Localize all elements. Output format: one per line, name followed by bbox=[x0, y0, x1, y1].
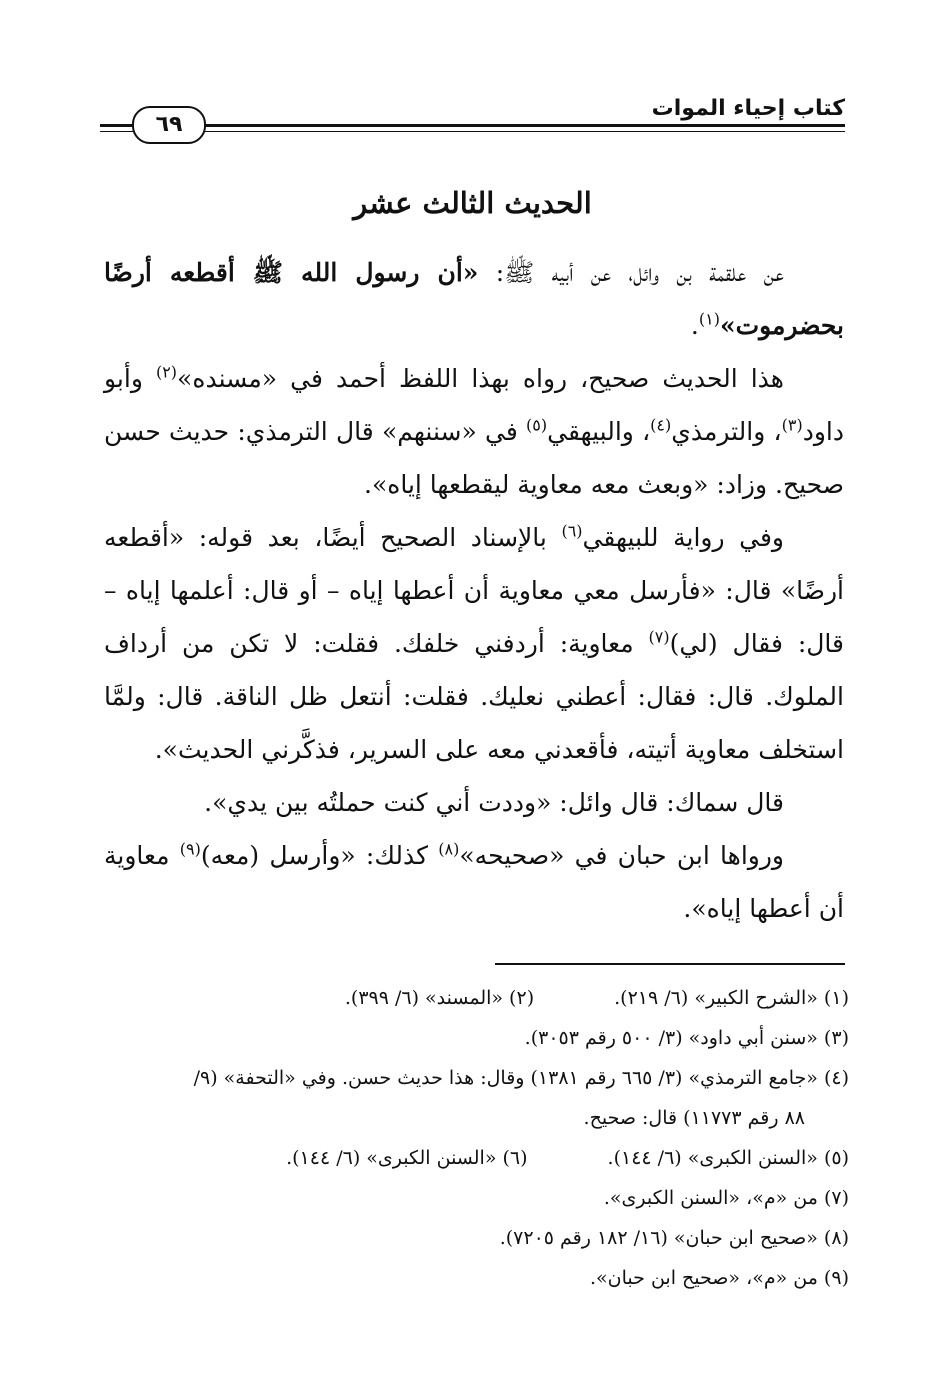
footnote-8: (٨) «صحيح ابن حبان» (١٦/ ١٨٢ رقم ٧٢٠٥). bbox=[499, 1227, 849, 1249]
footnote-4-continued: ٨٨ رقم ١١٧٧٣) قال: صحيح. bbox=[583, 1107, 805, 1129]
header-rule-thin bbox=[100, 131, 845, 132]
footnote-3: (٣) «سنن أبي داود» (٣/ ٥٠٠ رقم ٣٠٥٣). bbox=[524, 1027, 849, 1049]
header-rule-thick bbox=[100, 124, 845, 127]
footnote-5: (٥) «السنن الكبرى» (٦/ ١٤٤). bbox=[607, 1147, 849, 1169]
text-run: . bbox=[690, 311, 699, 340]
paragraph-1 bbox=[104, 246, 844, 352]
text-run: معاوية أن أعطها إياه». bbox=[104, 841, 844, 923]
paragraph-3 bbox=[104, 511, 844, 776]
page-number: ٦٩ bbox=[132, 106, 206, 144]
footnote-ref: (٥) bbox=[526, 415, 548, 435]
text-run: في «سننهم» قال الترمذي: حديث حسن صحيح. وزاد: «وبعث معه معاوية ليقطعها إياه». bbox=[104, 417, 844, 499]
text-run: وأبو داود bbox=[104, 364, 845, 446]
footnote-7: (٧) من «م»، «السنن الكبرى». bbox=[603, 1187, 849, 1209]
footnote-ref: (٦) bbox=[561, 521, 583, 541]
main-text bbox=[104, 246, 844, 935]
page-header bbox=[100, 92, 845, 152]
paragraph-4 bbox=[104, 776, 844, 829]
hadith-quote: «أن رسول الله ﷺ أقطعه أرضًا بحضرموت» bbox=[104, 258, 844, 340]
section-heading: الحديث الثالث عشر bbox=[353, 186, 592, 220]
footnote-2: (٢) «المسند» (٦/ ٣٩٩). bbox=[344, 987, 535, 1009]
footnote-ref: (٤) bbox=[650, 415, 672, 435]
text-run: وفي رواية للبيهقي bbox=[582, 523, 784, 552]
footnote-ref: (٧) bbox=[648, 627, 670, 647]
footnote-9: (٩) من «م»، «صحيح ابن حبان». bbox=[590, 1267, 849, 1289]
text-run: ورواها ابن حبان في «صحيحه» bbox=[459, 841, 784, 870]
text-run: قال سماك: قال وائل: «وددت أني كنت حملتُه بين يدي». bbox=[204, 788, 784, 817]
footnotes bbox=[104, 978, 849, 1298]
paragraph-5 bbox=[104, 829, 844, 935]
book-title: كتاب إحياء الموات bbox=[651, 96, 845, 121]
footnote-line bbox=[104, 1138, 849, 1178]
footnote-line bbox=[104, 978, 849, 1018]
footnote-divider bbox=[495, 963, 845, 965]
text-run: ، والبيهقي bbox=[547, 417, 651, 446]
text-run: عن علقمة بن وائل، عن أبيه ﷺ: bbox=[478, 258, 784, 287]
footnote-ref: (٣) bbox=[781, 415, 803, 435]
footnote-ref: (٩) bbox=[179, 839, 201, 859]
footnote-ref: (٢) bbox=[155, 362, 178, 382]
footnote-6: (٦) «السنن الكبرى» (٦/ ١٤٤). bbox=[286, 1147, 528, 1169]
text-run: ، والترمذي bbox=[671, 417, 782, 446]
footnote-ref: (١) bbox=[698, 309, 720, 329]
text-run: هذا الحديث صحيح، رواه بهذا اللفظ أحمد في «مسنده» bbox=[177, 364, 784, 393]
footnote-ref: (٨) bbox=[438, 839, 460, 859]
paragraph-2 bbox=[104, 352, 844, 511]
footnote-1: (١) «الشرح الكبير» (٦/ ٢١٩). bbox=[614, 987, 849, 1009]
text-run: كذلك: «وأرسل (معه) bbox=[200, 841, 439, 870]
text-run: معاوية: أردفني خلفك. فقلت: لا تكن من أرداف الملوك. قال: فقال: أعطني نعليك. فقلت: أنتعل ظل الناقة. قال: ولمَّا استخلف معاوية أتيته، فأقعدني معه على السرير، فذكَّرني الحديث». bbox=[104, 629, 844, 764]
text-run: بالإسناد الصحيح أيضًا، بعد قوله: «أقطعه أرضًا» قال: «فأرسل معي معاوية أن أعطها إياه – أو قال: أعلمها إياه – قال: فقال (لي) bbox=[104, 523, 844, 658]
footnote-4: (٤) «جامع الترمذي» (٣/ ٦٦٥ رقم ١٣٨١) وقال: هذا حديث حسن. وفي «التحفة» (٩/ bbox=[193, 1067, 849, 1089]
